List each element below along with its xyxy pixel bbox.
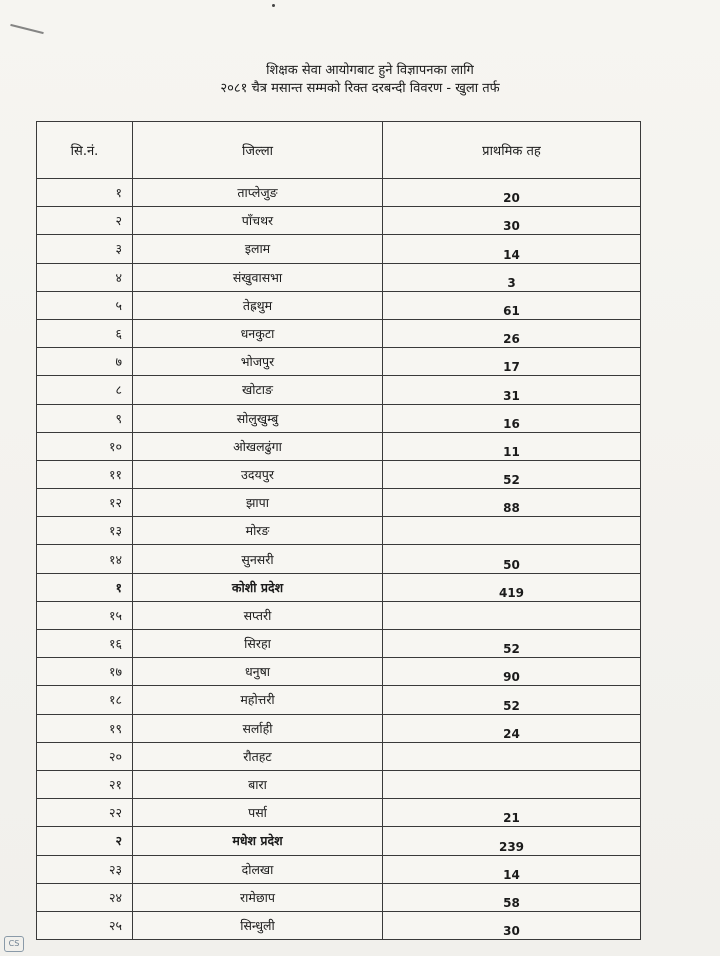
table-header-row (37, 122, 641, 179)
table-row (37, 799, 641, 827)
district-cell: धनुषा (133, 658, 383, 686)
district-cell: सर्लाही (133, 714, 383, 742)
title-line-2: २०८१ चैत्र मसान्त सम्मको रिक्त दरबन्दी विवरण - खुला तर्फ (220, 81, 500, 96)
district-cell: झापा (133, 489, 383, 517)
serial-number-cell: २० (37, 742, 133, 770)
district-cell: पाँचथर (133, 207, 383, 235)
table-row (37, 658, 641, 686)
district-cell: दोलखा (133, 855, 383, 883)
district-cell: खोटाङ (133, 376, 383, 404)
table-row (37, 291, 641, 319)
district-cell: तेह्रथुम (133, 291, 383, 319)
table-row (37, 404, 641, 432)
document-title (150, 62, 570, 98)
primary-level-cell: 61 (383, 291, 641, 319)
table-row (37, 883, 641, 911)
serial-number-cell: ७ (37, 348, 133, 376)
table-row (37, 235, 641, 263)
district-cell: भोजपुर (133, 348, 383, 376)
scan-speck (272, 4, 275, 7)
district-cell: उदयपुर (133, 460, 383, 488)
serial-number-cell: ११ (37, 460, 133, 488)
primary-level-cell (383, 770, 641, 798)
table-row (37, 348, 641, 376)
serial-number-cell: १४ (37, 545, 133, 573)
serial-number-cell: ४ (37, 263, 133, 291)
serial-number-cell: २३ (37, 855, 133, 883)
serial-number-cell: १२ (37, 489, 133, 517)
title-line-1: शिक्षक सेवा आयोगबाट हुने विज्ञापनका लागि (266, 63, 474, 78)
serial-number-cell: १० (37, 432, 133, 460)
serial-number-cell: १ (37, 573, 133, 601)
district-cell: ओखलढुंगा (133, 432, 383, 460)
serial-number-cell: ३ (37, 235, 133, 263)
primary-level-cell: 3 (383, 263, 641, 291)
header-serial-number: सि.नं. (37, 122, 133, 179)
table-row (37, 545, 641, 573)
primary-level-cell: 26 (383, 319, 641, 347)
serial-number-cell: १५ (37, 601, 133, 629)
serial-number-cell: १९ (37, 714, 133, 742)
primary-level-cell (383, 517, 641, 545)
table-body (37, 179, 641, 940)
district-cell: धनकुटा (133, 319, 383, 347)
serial-number-cell: ९ (37, 404, 133, 432)
table-row (37, 207, 641, 235)
primary-level-cell: 58 (383, 883, 641, 911)
primary-level-cell: 419 (383, 573, 641, 601)
vacancy-table (36, 121, 641, 940)
district-cell: सोलुखुम्बु (133, 404, 383, 432)
primary-level-cell: 88 (383, 489, 641, 517)
district-cell: इलाम (133, 235, 383, 263)
district-cell: ताप्लेजुङ (133, 179, 383, 207)
primary-level-cell (383, 742, 641, 770)
table-row (37, 630, 641, 658)
primary-level-cell: 17 (383, 348, 641, 376)
province-total-row (37, 827, 641, 855)
table-row (37, 376, 641, 404)
serial-number-cell: २४ (37, 883, 133, 911)
primary-level-cell: 24 (383, 714, 641, 742)
table-row (37, 179, 641, 207)
primary-level-cell: 52 (383, 460, 641, 488)
primary-level-cell: 21 (383, 799, 641, 827)
district-cell: सुनसरी (133, 545, 383, 573)
district-cell: सप्तरी (133, 601, 383, 629)
primary-level-cell: 14 (383, 235, 641, 263)
serial-number-cell: २ (37, 827, 133, 855)
serial-number-cell: ५ (37, 291, 133, 319)
scan-mark (10, 24, 43, 34)
header-district: जिल्ला (133, 122, 383, 179)
table-row (37, 770, 641, 798)
table-row (37, 263, 641, 291)
serial-number-cell: १७ (37, 658, 133, 686)
serial-number-cell: ६ (37, 319, 133, 347)
primary-level-cell: 30 (383, 911, 641, 939)
table-row (37, 714, 641, 742)
table-row (37, 911, 641, 939)
district-cell: सिरहा (133, 630, 383, 658)
table-row (37, 460, 641, 488)
serial-number-cell: १६ (37, 630, 133, 658)
primary-level-cell: 31 (383, 376, 641, 404)
primary-level-cell: 20 (383, 179, 641, 207)
table-row (37, 855, 641, 883)
serial-number-cell: १ (37, 179, 133, 207)
district-cell: मधेश प्रदेश (133, 827, 383, 855)
header-primary-level: प्राथमिक तह (383, 122, 641, 179)
serial-number-cell: ८ (37, 376, 133, 404)
table-row (37, 489, 641, 517)
province-total-row (37, 573, 641, 601)
district-cell: महोत्तरी (133, 686, 383, 714)
serial-number-cell: २१ (37, 770, 133, 798)
district-cell: कोशी प्रदेश (133, 573, 383, 601)
camscanner-logo-text: CS (8, 939, 20, 948)
primary-level-cell: 52 (383, 686, 641, 714)
table-row (37, 432, 641, 460)
primary-level-cell (383, 601, 641, 629)
district-cell: बारा (133, 770, 383, 798)
district-cell: रामेछाप (133, 883, 383, 911)
camscanner-logo (4, 936, 24, 952)
serial-number-cell: २२ (37, 799, 133, 827)
primary-level-cell: 14 (383, 855, 641, 883)
table-row (37, 742, 641, 770)
district-cell: सिन्धुली (133, 911, 383, 939)
table-row (37, 517, 641, 545)
district-cell: रौतहट (133, 742, 383, 770)
serial-number-cell: १८ (37, 686, 133, 714)
district-cell: मोरङ (133, 517, 383, 545)
table-row (37, 601, 641, 629)
district-cell: पर्सा (133, 799, 383, 827)
primary-level-cell: 16 (383, 404, 641, 432)
table-row (37, 319, 641, 347)
serial-number-cell: १३ (37, 517, 133, 545)
primary-level-cell: 11 (383, 432, 641, 460)
primary-level-cell: 50 (383, 545, 641, 573)
primary-level-cell: 52 (383, 630, 641, 658)
primary-level-cell: 30 (383, 207, 641, 235)
district-cell: संखुवासभा (133, 263, 383, 291)
primary-level-cell: 239 (383, 827, 641, 855)
primary-level-cell: 90 (383, 658, 641, 686)
serial-number-cell: २५ (37, 911, 133, 939)
table-row (37, 686, 641, 714)
serial-number-cell: २ (37, 207, 133, 235)
